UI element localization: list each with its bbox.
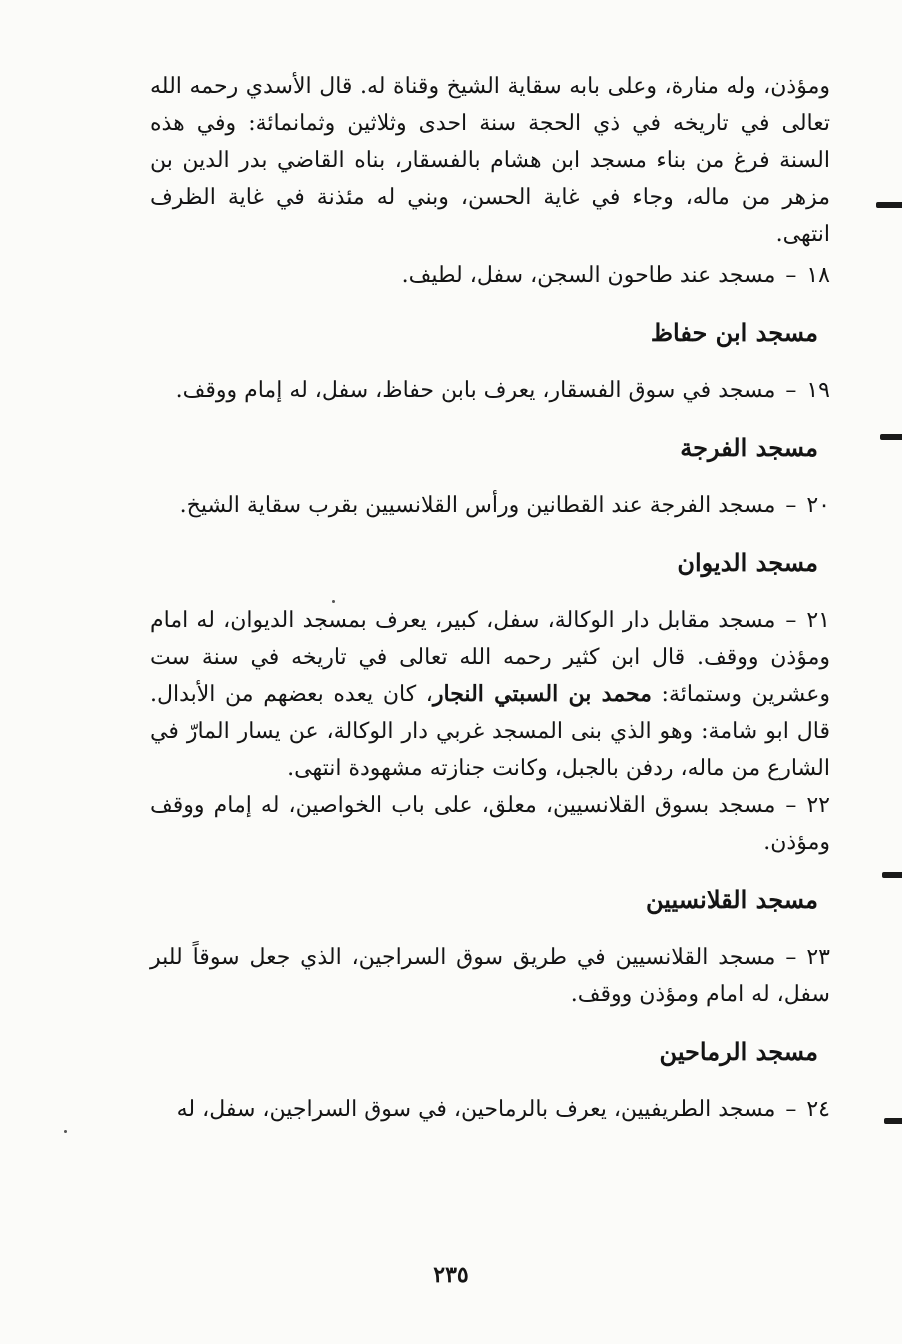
entry-dash: – [785,493,797,518]
entry-number: ٢٤ [806,1097,830,1122]
mosque-entry [150,787,830,861]
entry-number: ١٩ [806,378,830,403]
entry-text: ، كان يعده بعضهم من الأبدال. قال ابو شامة: وهو الذي بنى المسجد غربي دار الوكالة، عن يسار المارّ في الشارع من ماله، ردفن بالجبل، وكانت جنازته مشهودة انتهى. [150,682,830,781]
entry-dash: – [785,945,797,970]
entry-number: ٢٠ [806,493,830,518]
scan-speck [64,1130,67,1133]
mosque-entry [150,602,830,787]
entry-dash: – [785,793,797,818]
scan-edge-mark [882,872,902,878]
entry-dash: – [785,608,797,633]
entries-list [150,257,830,1128]
section-heading: مسجد الرماحين [659,1037,818,1066]
entry-text: مسجد عند طاحون السجن، سفل، لطيف. [401,263,776,288]
entry-text: مسجد في سوق الفسقار، يعرف بابن حفاظ، سفل، له إمام ووقف. [175,378,776,403]
entry-text: مسجد القلانسيين في طريق سوق السراجين، الذي جعل سوقاً للبر سفل، له امام ومؤذن ووقف. [150,945,830,1007]
entry-number: ٢٢ [806,793,830,818]
mosque-entry [150,487,830,524]
entry-text: مسجد الطريفيين، يعرف بالرماحين، في سوق السراجين، سفل، له [176,1097,776,1122]
opening-paragraph: ومؤذن، وله منارة، وعلى بابه سقاية الشيخ وقناة له. قال الأسدي رحمه الله تعالى في تاريخه في ذي الحجة سنة احدى وثلاثين وثمانمائة: وفي هذه السنة فرغ من بناء مسجد ابن هشام بالفسقار، بناه القاضي بدر الدين بن مزهر من ماله، وجاء في غاية الحسن، وبني له مئذنة في غاية الظرف انتهى. [150,74,830,247]
section-heading: مسجد الديوان [677,548,818,577]
entry-text: مسجد الفرجة عند القطانين ورأس القلانسيين بقرب سقاية الشيخ. [179,493,776,518]
scan-edge-mark [884,1118,902,1124]
entry-text: مسجد بسوق القلانسيين، معلق، على باب الخواصين، له إمام ووقف ومؤذن. [150,793,830,855]
entry-text: مسجد مقابل دار الوكالة، سفل، كبير، يعرف بمسجد الديوان، له امام ومؤذن ووقف. قال ابن كثير رحمه الله تعالى في تاريخه في سنة ست وعشرين وستمائة: [150,608,831,707]
person-name: محمد بن السبتي النجار [432,681,652,707]
scan-edge-mark [876,202,902,208]
entry-dash: – [785,1097,797,1122]
section-heading: مسجد ابن حفاظ [650,318,818,347]
entry-dash: – [785,378,797,403]
entry-number: ٢٣ [806,945,830,970]
scan-speck [332,600,335,603]
entry-number: ٢١ [806,608,830,633]
page-body [150,68,830,1128]
mosque-entry [150,1091,830,1128]
scan-edge-mark [880,434,902,440]
page-number: ٢٣٥ [433,1262,469,1288]
section-heading: مسجد القلانسيين [646,885,818,914]
entry-dash: – [785,263,797,288]
mosque-entry [150,372,830,409]
entry-number: ١٨ [806,263,830,288]
mosque-entry [150,939,830,1013]
section-heading: مسجد الفرجة [680,433,818,462]
mosque-entry [150,257,830,294]
